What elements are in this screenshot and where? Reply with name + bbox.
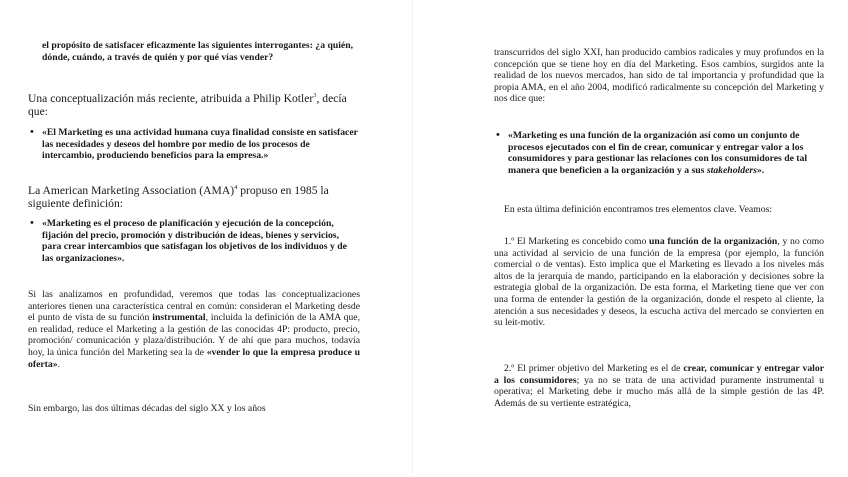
ama-1985-quote	[28, 218, 360, 264]
ama-2004-quote-text: «Marketing es una función de la organización así como un conjunto de procesos ejecutados con el fin de crear, comunicar y entregar valor a los consumidores y para gestionar las relaciones con los consumidores de tal manera que beneficien a la organización y a sus	[508, 130, 808, 176]
right-paragraph-4	[494, 363, 824, 409]
stakeholders-italic: stakeholders	[706, 164, 757, 176]
analysis-text-e: .	[57, 358, 61, 370]
element-1-text-c: , y no como una actividad al servicio de una función de la empresa (por ejemplo, la función comercial o de ventas). Esto implica que el Marketing es llevado a los niveles más altos de la jerarquía de mando, participando en la elaboración y decisiones sobre la estrategia global de la organización. De esta forma, el Marketing tiene que ver con una forma de entender la gestión de la organización, donde el respeto al cliente, la atención a sus necesidades y deseos, la escucha activa del mercado se convierten en su leit-motiv.	[494, 236, 824, 329]
analysis-text-a: Si las analizamos en profundidad, veremos que todas las conceptualizaciones anteriores tienen una característica central en común: consideran el Marketing desde el punto de vista de su función	[28, 289, 360, 324]
analysis-text-bold-instrumental: instrumental	[152, 312, 206, 324]
ama-intro-tail: propuso en 1985 la siguiente definición:	[28, 184, 329, 211]
page-gutter	[412, 0, 413, 477]
right-paragraph-1	[494, 47, 824, 105]
element-1-text-a: 1.º El Marketing es concebido como	[504, 236, 650, 247]
left-paragraph-4	[28, 289, 360, 370]
ama-intro-text: La American Marketing Association (AMA)	[28, 184, 235, 197]
left-paragraph-1	[42, 40, 360, 63]
left-paragraph-3	[28, 184, 360, 211]
element-1-bold: una función de la organización	[649, 236, 778, 247]
right-paragraph-2-text: En esta última definición encontramos tres elementos clave. Veamos:	[504, 204, 773, 215]
left-paragraph-5	[28, 403, 360, 415]
kotler-intro-text: Una conceptualización más reciente, atribuida a Philip Kotler	[28, 92, 314, 105]
left-paragraph-2	[28, 92, 360, 119]
ama-1985-quote-text: «Marketing es el proceso de planificación y ejecución de la concepción, fijación del precio, promoción y distribución de ideas, bienes y servicios, para crear intercambios que satisfagan los objetivos de los individuos y de las organizaciones».	[42, 218, 347, 264]
right-paragraph-2	[494, 204, 824, 216]
right-paragraph-1-text: transcurridos del siglo XXI, han producido cambios radicales y muy profundos en la concepción que se tiene hoy en día del Marketing. Esos cambios, surgidos ante la realidad de los nuevos mercados, han sido de tal importancia y profundidad que la propia AMA, en el año 2004, modificó radicalmente su concepción del Marketing y nos dice que:	[494, 47, 824, 105]
element-2-bold: crear, comunicar y entregar valor a los consumidores	[494, 363, 824, 386]
kotler-quote-text: «El Marketing es una actividad humana cuya finalidad consiste en satisfacer las necesidades y deseos del hombre por medio de los procesos de intercambio, produciendo beneficios para la empresa.»	[42, 127, 358, 162]
right-paragraph-3	[494, 236, 824, 329]
footnote-ref-4: 4	[234, 184, 238, 192]
right-page	[494, 0, 824, 477]
left-paragraph-1-text: el propósito de satisfacer eficazmente las siguientes interrogantes: ¿a quién, dónde, cuándo, a través de quién y por qué vías vender?	[42, 40, 354, 63]
ama-2004-quote-end: ».	[756, 164, 765, 176]
ama-2004-quote	[494, 130, 824, 176]
analysis-text-bold-vender: «vender lo que la empresa produce u oferta»	[28, 346, 360, 370]
kotler-intro-tail: , decía que:	[28, 92, 347, 119]
footnote-ref-3: 3	[313, 92, 317, 100]
left-paragraph-5-text: Sin embargo, las dos últimas décadas del siglo XX y los años	[28, 403, 266, 414]
element-2-text-a: 2.º El primer objetivo del Marketing es el de	[504, 363, 684, 374]
analysis-text-c: , incluida la definición de la AMA que, en realidad, reduce el Marketing a la gestión de las conocidas 4P: producto, precio, promoción/ comunicación y plaza/distribución. Y de ahí que para muchos, todavía hoy, la única función del Marketing sea la de	[28, 312, 360, 358]
left-page	[28, 0, 360, 477]
element-2-text-c: ; ya no se trata de una actividad puramente instrumental u operativa; el Marketing debe ir mucho más allá de la simple gestión de las 4P. Además de su vertiente estratégica,	[494, 374, 824, 409]
kotler-quote	[28, 127, 360, 162]
